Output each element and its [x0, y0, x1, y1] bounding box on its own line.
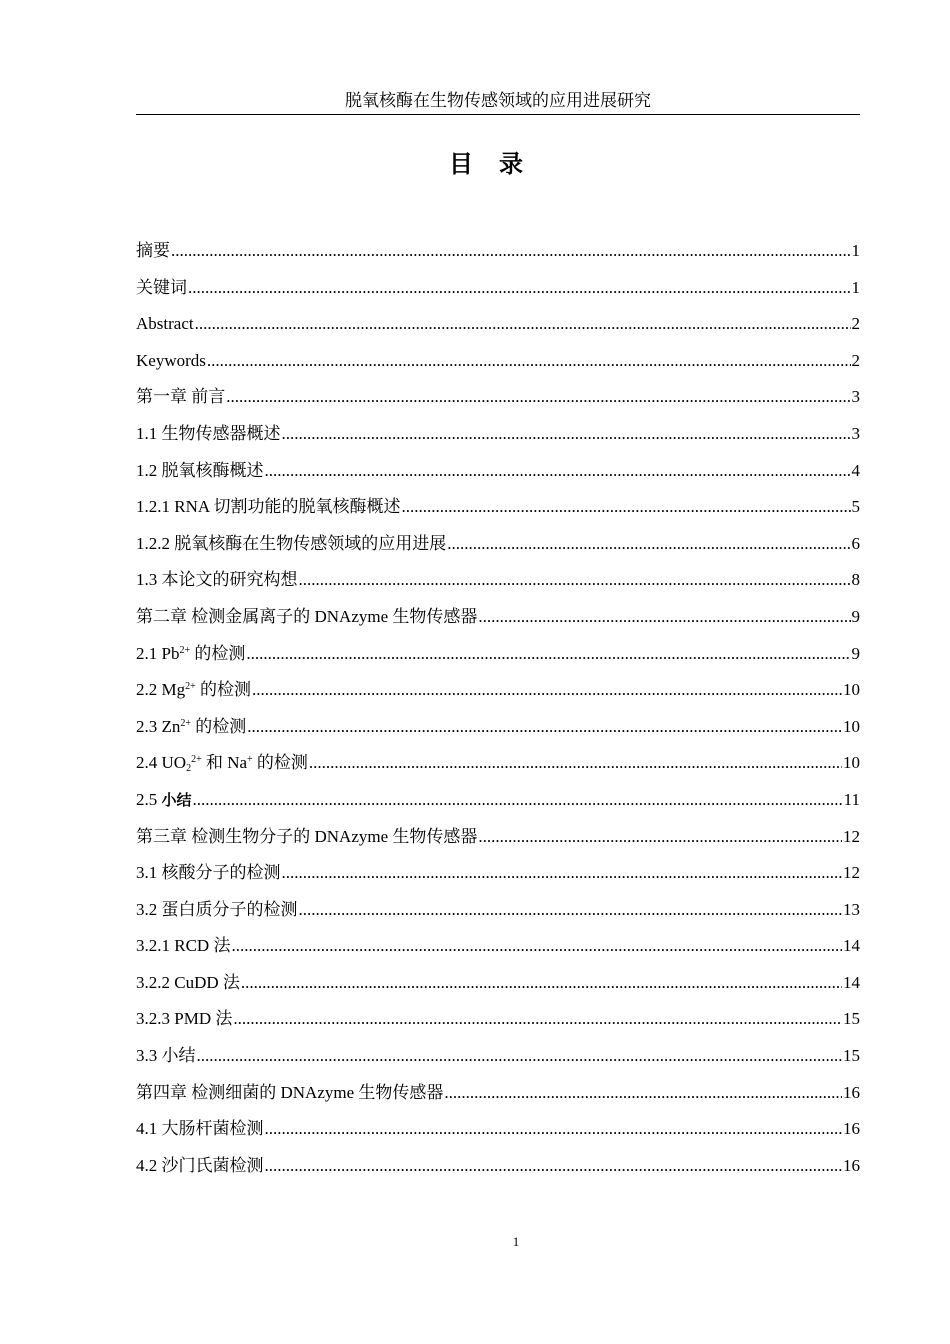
toc-entry[interactable] [136, 1001, 860, 1038]
toc-entry-label: 第四章 检测细菌的 DNAzyme 生物传感器 [136, 1082, 444, 1102]
toc-leader-dots [478, 819, 842, 855]
toc-entry-page: 10 [843, 753, 860, 773]
toc-entry[interactable] [136, 855, 860, 892]
toc-leader-dots [193, 782, 843, 818]
toc-entry-page: 2 [851, 314, 860, 334]
toc-leader-dots [197, 1038, 843, 1074]
toc-entry-label: 2.4 $UO_2^{2+}$ 和 Na+ 的检测 [136, 753, 308, 775]
toc-entry-label: 2.5 小结 [136, 789, 192, 809]
toc-entry[interactable] [136, 928, 860, 965]
toc-entry-label: Abstract [136, 314, 194, 334]
toc-entry-page: 3 [851, 387, 860, 407]
toc-entry[interactable] [136, 526, 860, 563]
toc-entry-label: 2.1 $Pb^{2+}$ 的检测 [136, 643, 246, 663]
toc-entry-page: 10 [843, 716, 860, 736]
toc-leader-dots [226, 379, 850, 415]
toc-entry-page: 12 [843, 826, 860, 846]
toc-entry[interactable] [136, 1111, 860, 1148]
toc-entry-label: 3.2.1 RCD 法 [136, 936, 231, 956]
toc-leader-dots [265, 453, 851, 489]
toc-entry-label: 3.3 小结 [136, 1046, 196, 1066]
toc-entry-page: 16 [843, 1082, 860, 1102]
running-header [136, 90, 860, 115]
toc-leader-dots [188, 270, 851, 306]
toc-entry-page: 4 [851, 460, 860, 480]
toc-leader-dots [171, 233, 851, 269]
toc-entry-label: 关键词 [136, 277, 187, 297]
toc-entry-label: 4.2 沙门氏菌检测 [136, 1155, 264, 1175]
toc-entry[interactable] [136, 306, 860, 343]
toc-entry-page: 6 [851, 533, 860, 553]
toc-entry[interactable] [136, 489, 860, 526]
toc-entry-label: 3.2.3 PMD 法 [136, 1009, 233, 1029]
toc-entry-page: 15 [843, 1009, 860, 1029]
toc-entry-label: 1.2 脱氧核酶概述 [136, 460, 264, 480]
toc-entry[interactable] [136, 672, 860, 709]
toc-entry-page: 8 [851, 570, 860, 590]
toc-entry-label: 2.2 $Mg^{2+}$ 的检测 [136, 680, 252, 700]
toc-leader-dots [231, 928, 842, 964]
running-title: 脱氧核酶在生物传感领域的应用进展研究 [345, 91, 651, 110]
toc-entry-page: 13 [843, 899, 860, 919]
toc-entry-page: 14 [843, 936, 860, 956]
toc-entry-page: 5 [851, 497, 860, 517]
toc-entry[interactable] [136, 745, 860, 782]
toc-leader-dots [241, 965, 842, 1001]
page-title: 目录 [449, 150, 549, 178]
toc-entry[interactable] [136, 599, 860, 636]
toc-entry[interactable] [136, 709, 860, 746]
toc-leader-dots [195, 306, 851, 342]
toc-leader-dots [299, 892, 843, 928]
toc-entry-page: 1 [851, 241, 860, 260]
toc-leader-dots [265, 1148, 843, 1184]
toc-entry[interactable] [136, 1148, 860, 1185]
toc-entry-page: 14 [843, 972, 860, 992]
toc-entry-page: 2 [851, 350, 860, 370]
toc-entry-label: 第一章 前言 [136, 387, 226, 407]
toc-entry-label: 摘要 [136, 241, 170, 260]
toc-entry[interactable] [136, 270, 860, 307]
toc-entry-page: 12 [843, 863, 860, 883]
toc-entry-label: Keywords [136, 350, 206, 370]
toc-entry[interactable] [136, 453, 860, 490]
toc-leader-dots [252, 672, 842, 708]
toc-entry[interactable] [136, 233, 860, 270]
toc-entry-page: 9 [851, 643, 860, 663]
toc-leader-dots [246, 636, 850, 672]
toc-entry-page: 16 [843, 1155, 860, 1175]
toc-entry-page: 16 [843, 1119, 860, 1139]
toc-entry-label: 1.1 生物传感器概述 [136, 423, 281, 443]
toc-entry[interactable] [136, 416, 860, 453]
toc-entry-label: 1.3 本论文的研究构想 [136, 570, 298, 590]
toc-entry-label: 1.2.2 脱氧核酶在生物传感领域的应用进展 [136, 533, 447, 553]
toc-entry-page: 10 [843, 680, 860, 700]
toc-entry[interactable] [136, 819, 860, 856]
toc-leader-dots [247, 709, 842, 745]
toc-leader-dots [444, 1075, 842, 1111]
toc-entry-label: 3.1 核酸分子的检测 [136, 863, 281, 883]
toc-entry-label: 3.2 蛋白质分子的检测 [136, 899, 298, 919]
toc-entry-label: 2.3 $Zn^{2+}$ 的检测 [136, 716, 247, 736]
toc-leader-dots [282, 416, 851, 452]
toc-leader-dots [401, 489, 850, 525]
toc-entry-label: 1.2.1 RNA 切割功能的脱氧核酶概述 [136, 497, 401, 517]
toc-entry[interactable] [136, 636, 860, 673]
toc-entry[interactable] [136, 562, 860, 599]
table-of-contents [136, 233, 860, 1184]
toc-entry[interactable] [136, 965, 860, 1002]
toc-entry[interactable] [136, 782, 860, 819]
toc-leader-dots [309, 745, 842, 781]
toc-entry[interactable] [136, 343, 860, 380]
toc-entry-label: 第二章 检测金属离子的 DNAzyme 生物传感器 [136, 606, 478, 626]
toc-entry-label: 3.2.2 CuDD 法 [136, 972, 240, 992]
toc-entry-label: 4.1 大肠杆菌检测 [136, 1119, 264, 1139]
toc-entry-page: 9 [851, 606, 860, 626]
toc-leader-dots [233, 1001, 842, 1037]
toc-leader-dots [207, 343, 851, 379]
toc-leader-dots [299, 562, 851, 598]
toc-leader-dots [478, 599, 850, 635]
toc-leader-dots [282, 855, 843, 891]
toc-entry[interactable] [136, 1038, 860, 1075]
toc-leader-dots [447, 526, 850, 562]
page-number: 1 [512, 1234, 520, 1249]
toc-entry[interactable] [136, 892, 860, 929]
toc-leader-dots [265, 1111, 843, 1147]
toc-entry[interactable] [136, 1075, 860, 1112]
toc-entry-label: 第三章 检测生物分子的 DNAzyme 生物传感器 [136, 826, 478, 846]
toc-entry-page: 1 [851, 277, 860, 297]
toc-entry[interactable] [136, 379, 860, 416]
toc-entry-page: 15 [843, 1046, 860, 1066]
toc-entry-page: 11 [843, 789, 860, 809]
toc-entry-page: 3 [851, 423, 860, 443]
